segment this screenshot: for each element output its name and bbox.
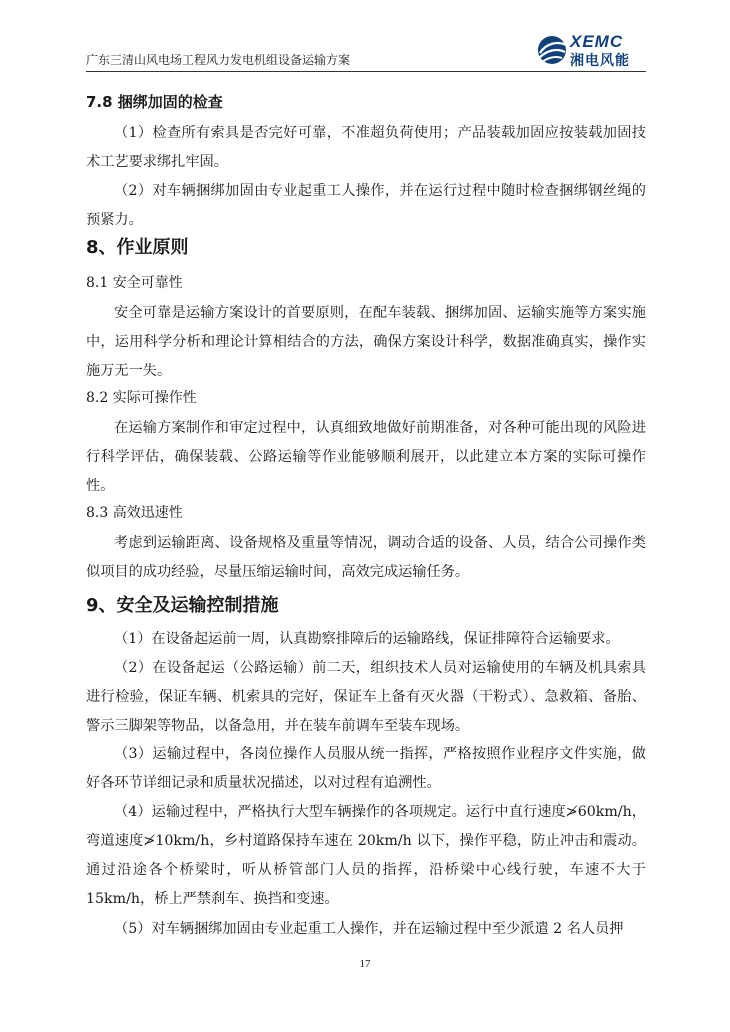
section-9-paragraph-4: （4）运输过程中，严格执行大型车辆操作的各项规定。运行中直行速度≯60km/h，弯道速度≯10km/h，乡村道路保持车速在 20km/h 以下，操作平稳，防止冲击和震动。通过沿途各个桥梁时，听从桥管部门人员的指挥，沿桥梁中心线行驶，车速不大于 15km/h，桥上严禁刹车、换挡和变速。 <box>86 804 646 907</box>
section-9-paragraph-1: （1）在设备起运前一周，认真勘察排障后的运输路线，保证排障符合运输要求。 <box>114 631 620 647</box>
section-9-paragraph-5: （5）对车辆捆绑加固由专业起重工人操作，并在运输过程中至少派遣 2 名人员押 <box>114 921 624 937</box>
section-7-8-paragraph-2: （2）对车辆捆绑加固由专业起重工人操作，并在运行过程中随时检查捆绑钢丝绳的预紧力。 <box>86 183 646 228</box>
logo-globe-icon <box>536 33 568 67</box>
section-7-8-heading: 7.8 捆绑加固的检查 <box>86 93 223 111</box>
section-8-2-heading: 8.2 实际可操作性 <box>86 390 197 406</box>
section-9-heading: 9、安全及运输控制措施 <box>86 595 279 616</box>
section-8-heading: 8、作业原则 <box>86 237 189 258</box>
section-8-3-paragraph: 考虑到运输距离、设备规格及重量等情况，调动合适的设备、人员，结合公司操作类似项目的成功经验，尽量压缩运输时间，高效完成运输任务。 <box>86 535 646 580</box>
section-9-paragraph-3: （3）运输过程中，各岗位操作人员服从统一指挥，严格按照作业程序文件实施，做好各环节详细记录和质量状况描述，以对过程有追溯性。 <box>86 746 646 791</box>
section-8-3-heading: 8.3 高效迅速性 <box>86 505 183 521</box>
company-logo <box>536 30 646 70</box>
section-8-1-heading: 8.1 安全可靠性 <box>86 275 183 291</box>
page-header <box>86 30 646 70</box>
section-8-2-paragraph: 在运输方案制作和审定过程中，认真细致地做好前期准备，对各种可能出现的风险进行科学评估，确保装载、公路运输等作业能够顺利展开，以此建立本方案的实际可操作性。 <box>86 420 646 494</box>
header-title: 广东三清山风电场工程风力发电机组设备运输方案 <box>86 53 351 67</box>
header-divider <box>86 71 646 72</box>
page-number: 17 <box>359 958 371 970</box>
logo-chinese-name: 湘电风能 <box>570 53 630 69</box>
section-8-1-paragraph: 安全可靠是运输方案设计的首要原则，在配车装载、捆绑加固、运输实施等方案实施中，运用科学分析和理论计算相结合的方法，确保方案设计科学，数据准确真实，操作实施万无一失。 <box>86 305 646 379</box>
section-7-8-paragraph-1: （1）检查所有索具是否完好可靠，不准超负荷使用；产品装载加固应按装载加固技术工艺要求绑扎牢固。 <box>86 125 646 170</box>
logo-wordmark: XEMC <box>570 32 624 51</box>
section-9-paragraph-2: （2）在设备起运（公路运输）前二天，组织技术人员对运输使用的车辆及机具索具进行检验，保证车辆、机索具的完好，保证车上备有灭火器（干粉式）、急救箱、备胎、警示三脚架等物品，以备急用，并在装车前调车至装车现场。 <box>86 660 646 734</box>
